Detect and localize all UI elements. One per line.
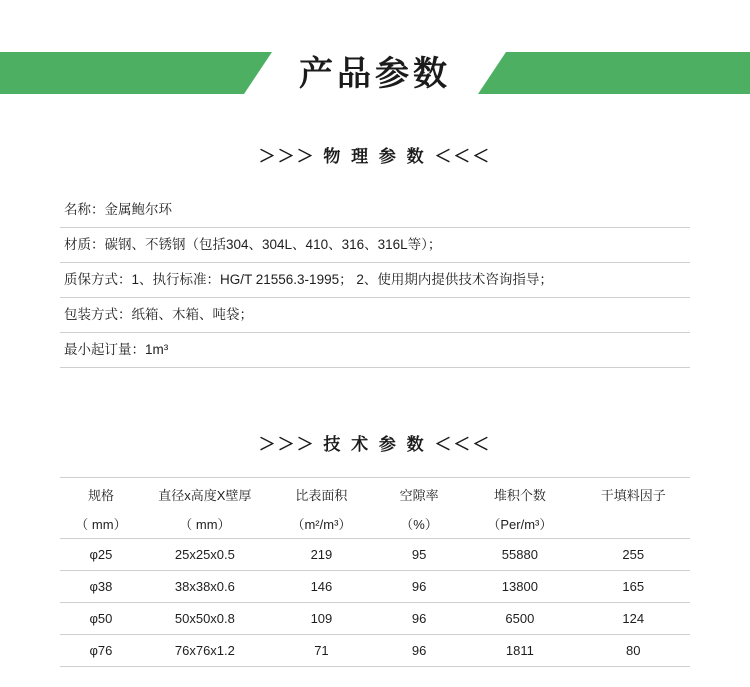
table-header-cell: 比表面积: [268, 478, 375, 509]
spec-row: 最小起订量：1m³: [60, 333, 690, 368]
table-cell: 109: [268, 603, 375, 635]
table-cell: 96: [375, 635, 463, 667]
table-cell: 76x76x1.2: [142, 635, 268, 667]
banner-bar-right: [478, 52, 750, 94]
table-header-unit-cell: （%）: [375, 508, 463, 539]
section-heading-physical: [0, 142, 750, 167]
table-header-row-bottom: [60, 508, 690, 539]
table-cell: 80: [577, 635, 690, 667]
table-cell: 146: [268, 571, 375, 603]
banner-bar-left: [0, 52, 272, 94]
table-cell: 95: [375, 539, 463, 571]
spec-row: 包装方式：纸箱、木箱、吨袋；: [60, 298, 690, 333]
table-cell: 50x50x0.8: [142, 603, 268, 635]
spec-row: 名称：金属鲍尔环: [60, 193, 690, 228]
table-header-unit-cell: （m²/m³）: [268, 508, 375, 539]
spec-row: 材质：碳钢、不锈钢（包括304、304L、410、316、316L等）；: [60, 228, 690, 263]
table-cell: 38x38x0.6: [142, 571, 268, 603]
table-header-row-top: [60, 478, 690, 509]
parameter-table: [60, 477, 690, 667]
table-cell: 219: [268, 539, 375, 571]
spec-row: 质保方式：1、执行标准：HG/T 21556.3-1995； 2、使用期内提供技术咨询指导；: [60, 263, 690, 298]
table-cell: 13800: [463, 571, 576, 603]
table-body: [60, 539, 690, 667]
table-row: [60, 635, 690, 667]
table-cell: 165: [577, 571, 690, 603]
table-header-unit-cell: （ mm）: [60, 508, 142, 539]
heading-deco-left: ＞＞＞: [258, 435, 316, 454]
table-row: [60, 539, 690, 571]
table-cell: φ76: [60, 635, 142, 667]
table-cell: φ50: [60, 603, 142, 635]
heading-text-physical: 物 理 参 数: [323, 147, 427, 166]
table-cell: 124: [577, 603, 690, 635]
table-header-cell: 堆积个数: [463, 478, 576, 509]
table-row: [60, 603, 690, 635]
table-header-unit-cell: （ mm）: [142, 508, 268, 539]
table-cell: 96: [375, 571, 463, 603]
heading-deco-right: ＜＜＜: [434, 147, 492, 166]
table-header-unit-cell: （Per/m³）: [463, 508, 576, 539]
parameter-table-wrap: [60, 477, 690, 667]
page-banner: [0, 0, 750, 120]
heading-text-technical: 技 术 参 数: [323, 435, 427, 454]
table-cell: 96: [375, 603, 463, 635]
table-header-cell: 干填料因子: [577, 478, 690, 509]
table-header-cell: 规格: [60, 478, 142, 509]
table-header-cell: 空隙率: [375, 478, 463, 509]
heading-deco-left: ＞＞＞: [258, 147, 316, 166]
page-title: 产品参数: [277, 53, 473, 95]
section-heading-technical: [0, 430, 750, 455]
table-cell: 255: [577, 539, 690, 571]
table-header-cell: 直径x高度X壁厚: [142, 478, 268, 509]
table-row: [60, 571, 690, 603]
table-cell: 55880: [463, 539, 576, 571]
spec-list: [60, 193, 690, 368]
table-cell: 25x25x0.5: [142, 539, 268, 571]
table-cell: 71: [268, 635, 375, 667]
heading-deco-right: ＜＜＜: [434, 435, 492, 454]
table-cell: 6500: [463, 603, 576, 635]
table-header: [60, 478, 690, 539]
table-cell: 1811: [463, 635, 576, 667]
table-cell: φ38: [60, 571, 142, 603]
table-header-unit-cell: [577, 508, 690, 539]
table-cell: φ25: [60, 539, 142, 571]
